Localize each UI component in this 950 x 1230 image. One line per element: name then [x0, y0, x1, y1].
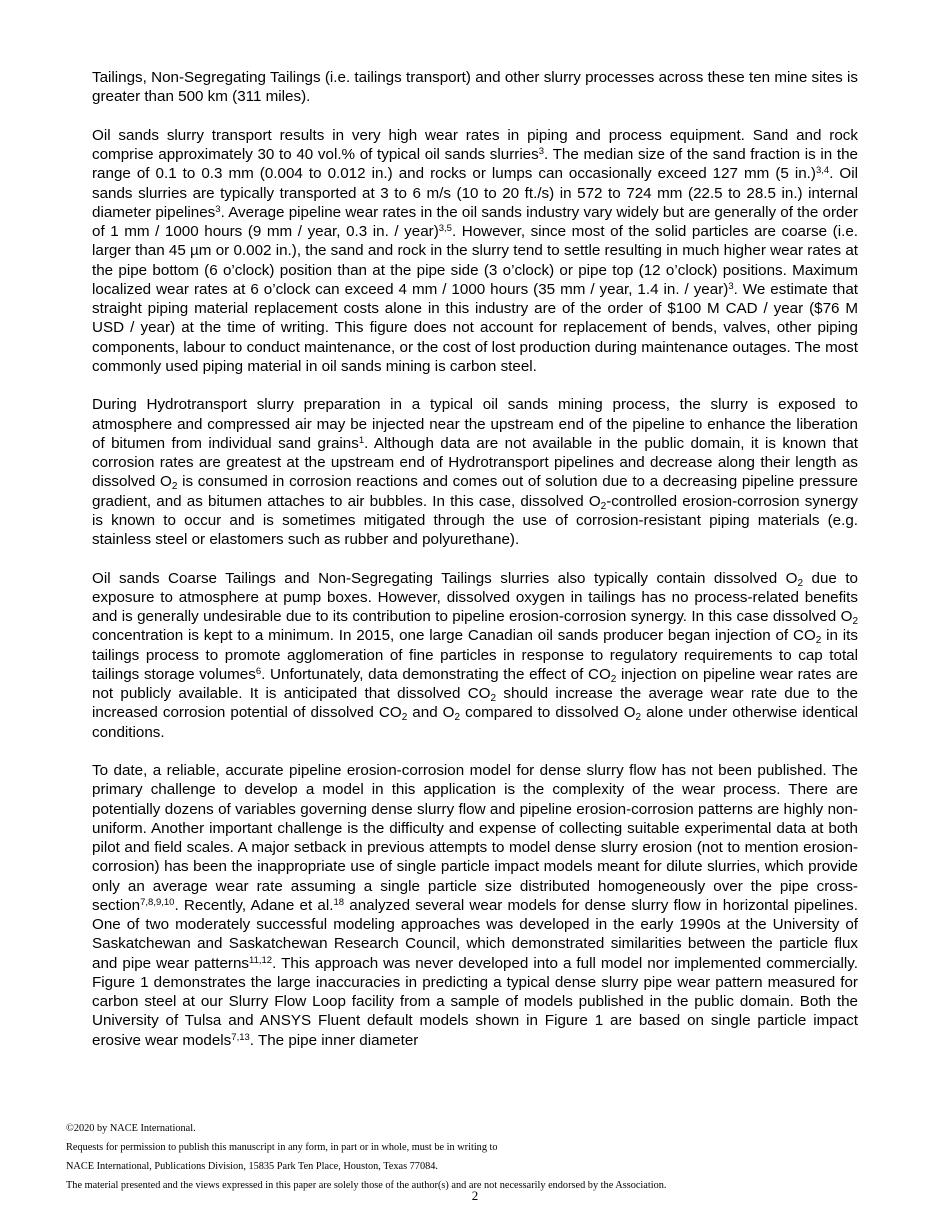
text-run: due to exposure to atmosphere at pump boxes. However, dissolved oxygen in tailings has no process-related benefits and is generally undesirable due to its contribution to pipeline erosion-corrosion synergy. In this case dissolved O: [92, 569, 858, 625]
text-run: analyzed several wear models for dense slurry flow in horizontal pipelines. One of two moderately successful modeling approaches was developed in the early 1990s at the University of Saskatchewan and Saskatchewan Research Council, which demonstrated similarities between the particle flux and pipe wear patterns: [92, 896, 858, 972]
text-run: . This approach was never developed into a full model nor implemented commercially. Figure 1 demonstrates the large inaccuracies in predicting a typical dense slurry pipe wear pattern measured for carbon steel at our Slurry Flow Loop facility from a sample of models published in the public domain. Both the University of Tulsa and ANSYS Fluent default models shown in Figure 1 are based on single particle impact erosive wear models: [92, 954, 858, 1049]
text-run: injection on pipeline wear rates are not publicly available. It is anticipated that dissolved CO: [92, 665, 858, 702]
text-run: . Although data are not available in the public domain, it is known that corrosion rates are greatest at the upstream end of Hydrotransport pipelines and decrease along their length as dissolved O: [92, 434, 858, 491]
text-run: To date, a reliable, accurate pipeline erosion-corrosion model for dense slurry flow has not been published. The primary challenge to develop a model in this application is the complexity of the wear process. There are potentially dozens of variables governing dense slurry flow and pipeline erosion-corrosion patterns are highly non-uniform. Another important challenge is the difficulty and expense of collecting suitable experimental data at both pilot and field scales. A major setback in previous attempts to model dense slurry erosion (not to mention erosion-corrosion) has been the inappropriate use of single particle impact models meant for dilute slurries, which provide only an average wear rate assuming a single particle size distributed homogeneously over the pipe cross-section: [92, 762, 858, 914]
text-run: . We estimate that straight piping material replacement costs alone in this industry are of the order of $100 M CAD / year ($76 M USD / year) at the time of writing. This figure does not account for replacement of bends, valves, other piping components, labour to conduct maintenance, or the cost of lost production during maintenance outages. The most commonly used piping material in oil sands mining is carbon steel.: [92, 280, 858, 375]
text-run: . The median size of the sand fraction is in the range of 0.1 to 0.3 mm (0.004 to 0.012 in.) and rocks or lumps can occasionally exceed 127 mm (5 in.): [92, 146, 858, 183]
citation-superscript: 1: [358, 434, 365, 446]
footer-permission-line-1: Requests for permission to publish this manuscript in any form, in part or in whole, must be in writing to: [66, 1142, 498, 1153]
text-run: concentration is kept to a minimum. In 2015, one large Canadian oil sands producer began injection of CO: [92, 627, 816, 645]
text-run: Oil sands slurry transport results in very high wear rates in piping and process equipment. Sand and rock comprise approximately 30 to 40 vol.% of typical oil sands slurries: [92, 126, 858, 163]
footer-permission-line-2: NACE International, Publications Division, 15835 Park Ten Place, Houston, Texas 77084.: [66, 1161, 438, 1172]
chemical-subscript: 2: [454, 712, 461, 724]
citation-superscript: 11,12: [249, 954, 273, 966]
chemical-subscript: 2: [635, 712, 642, 724]
text-run: compared to dissolved O: [460, 704, 636, 722]
text-run: in its tailings process to promote agglomeration of fine particles in response to regulatory requirements to cap total tailings storage volumes: [92, 627, 858, 683]
text-run: Tailings, Non-Segregating Tailings (i.e. tailings transport) and other slurry processes across these ten mine sites is greater than 500 km (311 miles).: [92, 69, 858, 106]
chemical-subscript: 2: [600, 500, 607, 512]
citation-superscript: 6: [255, 665, 262, 677]
chemical-subscript: 2: [171, 481, 178, 493]
chemical-subscript: 2: [797, 577, 804, 589]
citation-superscript: 3: [538, 146, 545, 157]
chemical-subscript: 2: [610, 673, 617, 685]
paragraph-modeling: [92, 761, 858, 1050]
text-run: . The pipe inner diameter: [249, 1031, 419, 1049]
text-run: . Oil sands slurries are typically transported at 3 to 6 m/s (10 to 20 ft./s) in 572 to 724 mm (22.5 to 28.5 in.) internal diameter pipelines: [92, 165, 858, 221]
text-run: is consumed in corrosion reactions and comes out of solution due to a decreasing pipeline pressure gradient, and as bitumen attaches to air bubbles. In this case, dissolved O: [92, 473, 858, 510]
paragraph-hydrotransport: [92, 395, 858, 549]
text-run: During Hydrotransport slurry preparation in a typical oil sands mining process, the slurry is exposed to atmosphere and compressed air may be injected near the upstream end of the pipeline to enhance the liberation of bitumen from individual sand grains: [92, 396, 858, 452]
paragraph-wear-rates: [92, 126, 858, 376]
page-footer: [66, 1119, 886, 1195]
text-run: -controlled erosion-corrosion synergy is known to occur and is sometimes mitigated through the use of corrosion-resistant piping materials (e.g. stainless steel or elastomers such as rubber and polyurethane).: [92, 492, 858, 548]
citation-superscript: 3,4: [815, 165, 830, 177]
paragraph-coarse-tailings: [92, 569, 858, 742]
citation-superscript: 3: [728, 280, 734, 292]
text-run: . Unfortunately, data demonstrating the effect of CO: [261, 665, 611, 683]
chemical-subscript: 2: [490, 693, 497, 704]
page-number: 2: [471, 1188, 479, 1203]
text-run: and O: [407, 704, 455, 722]
document-body: [92, 68, 858, 1050]
citation-superscript: 7,13: [231, 1031, 250, 1043]
chemical-subscript: 2: [852, 616, 858, 627]
text-run: . However, since most of the solid particles are coarse (i.e. larger than 45 µm or 0.002 in.), the sand and rock in the slurry tend to settle resulting in much higher wear rates at the pipe bottom (6 o’clock) position than at the pipe side (3 o’clock) or pipe top (12 o’clock) positions. Maximum localized wear rates at 6 o’clock can exceed 4 mm / 1000 hours (35 mm / year, 1.4 in. / year): [92, 223, 858, 298]
text-run: Oil sands Coarse Tailings and Non-Segregating Tailings slurries also typically contain dissolved O: [92, 569, 798, 587]
chemical-subscript: 2: [815, 635, 822, 647]
citation-superscript: 18: [333, 896, 345, 908]
citation-superscript: 7,8,9,10: [140, 896, 175, 908]
citation-superscript: 3: [215, 203, 221, 215]
footer-copyright: ©2020 by NACE International.: [66, 1123, 196, 1134]
text-run: alone under otherwise identical conditions.: [92, 704, 858, 741]
chemical-subscript: 2: [401, 712, 408, 724]
paragraph-tailings-intro: [92, 68, 858, 107]
text-run: . Recently, Adane et al.: [174, 896, 334, 914]
citation-superscript: 3,5: [438, 223, 452, 234]
text-run: should increase the average wear rate due to the increased corrosion potential of dissolved CO: [92, 685, 858, 722]
footer-disclaimer: The material presented and the views expressed in this paper are solely those of the author(s) and are not necessarily endorsed by the Association.: [66, 1180, 667, 1191]
text-run: . Average pipeline wear rates in the oil sands industry vary widely but are generally of the order of 1 mm / 1000 hours (9 mm / year, 0.3 in. / year): [92, 203, 858, 240]
